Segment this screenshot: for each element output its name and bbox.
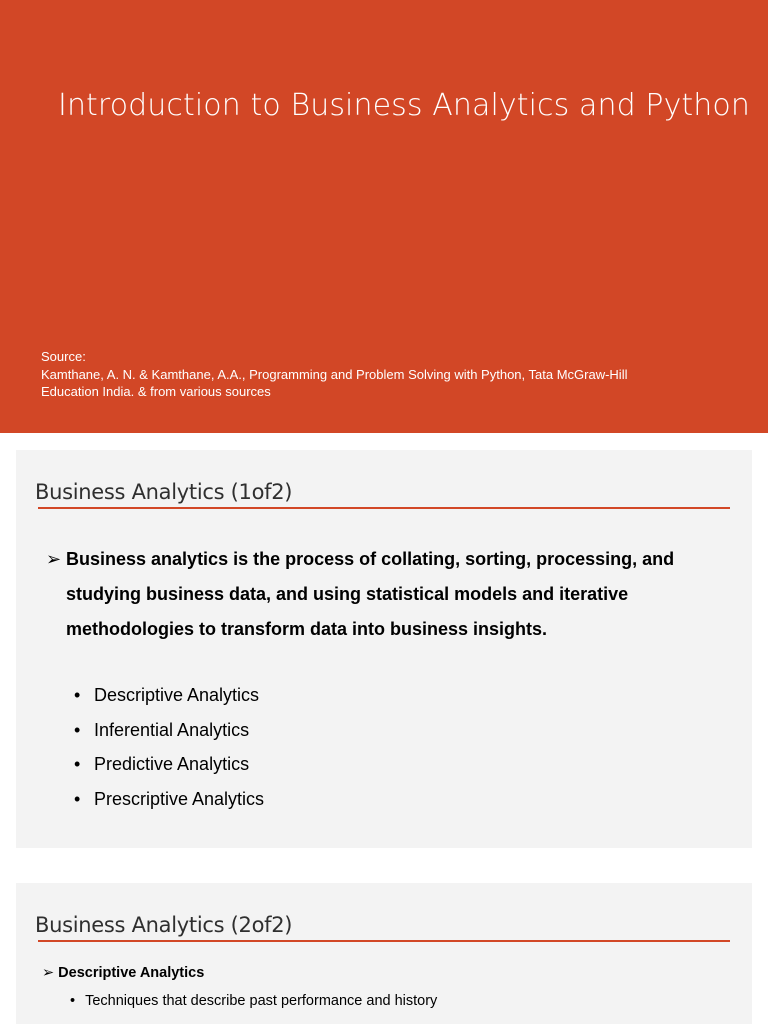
source-line-2: Education India. & from various sources xyxy=(41,384,271,399)
slide-business-analytics-2 xyxy=(16,883,752,1024)
list-item xyxy=(74,782,264,817)
title-underline xyxy=(38,940,730,942)
source-citation xyxy=(41,348,731,401)
bullet-dot-icon: • xyxy=(74,788,81,809)
sub-bullet-text: Techniques that describe past performance and history xyxy=(85,993,438,1009)
analytics-types-list xyxy=(74,678,264,816)
list-item-text: Inferential Analytics xyxy=(94,719,250,740)
bullet-dot-icon: • xyxy=(74,685,81,705)
source-label: Source: xyxy=(41,349,86,364)
list-item xyxy=(74,678,264,713)
list-item-text: Prescriptive Analytics xyxy=(94,788,265,809)
list-item-text: Predictive Analytics xyxy=(94,754,250,775)
bullet-dot-icon: • xyxy=(74,754,81,775)
presentation-title: Introduction to Business Analytics and Python xyxy=(58,88,750,123)
main-point-text: Business analytics is the process of collating, sorting, processing, and studying business data, and using statistical models and iterative methodologies to transform data into business insights. xyxy=(66,549,675,639)
sub-bullet xyxy=(70,993,437,1009)
title-underline xyxy=(38,507,730,509)
bullet-dot-icon: • xyxy=(70,993,76,1009)
list-item-text: Descriptive Analytics xyxy=(94,685,260,705)
slide-title: Business Analytics (2of2) xyxy=(35,913,293,937)
bullet-dot-icon: • xyxy=(74,719,81,740)
list-item xyxy=(74,747,264,782)
source-line-1: Kamthane, A. N. & Kamthane, A.A., Programming and Problem Solving with Python, Tata McGraw-Hill xyxy=(41,366,628,382)
main-point xyxy=(46,542,706,647)
sub-heading xyxy=(42,965,204,981)
title-slide xyxy=(0,0,768,433)
arrow-bullet-icon: ➢ xyxy=(46,549,62,569)
sub-heading-text: Descriptive Analytics xyxy=(58,965,205,981)
slide-title: Business Analytics (1of2) xyxy=(35,480,293,504)
arrow-bullet-icon: ➢ xyxy=(42,965,55,981)
slide-business-analytics-1 xyxy=(16,450,752,848)
list-item xyxy=(74,713,264,748)
